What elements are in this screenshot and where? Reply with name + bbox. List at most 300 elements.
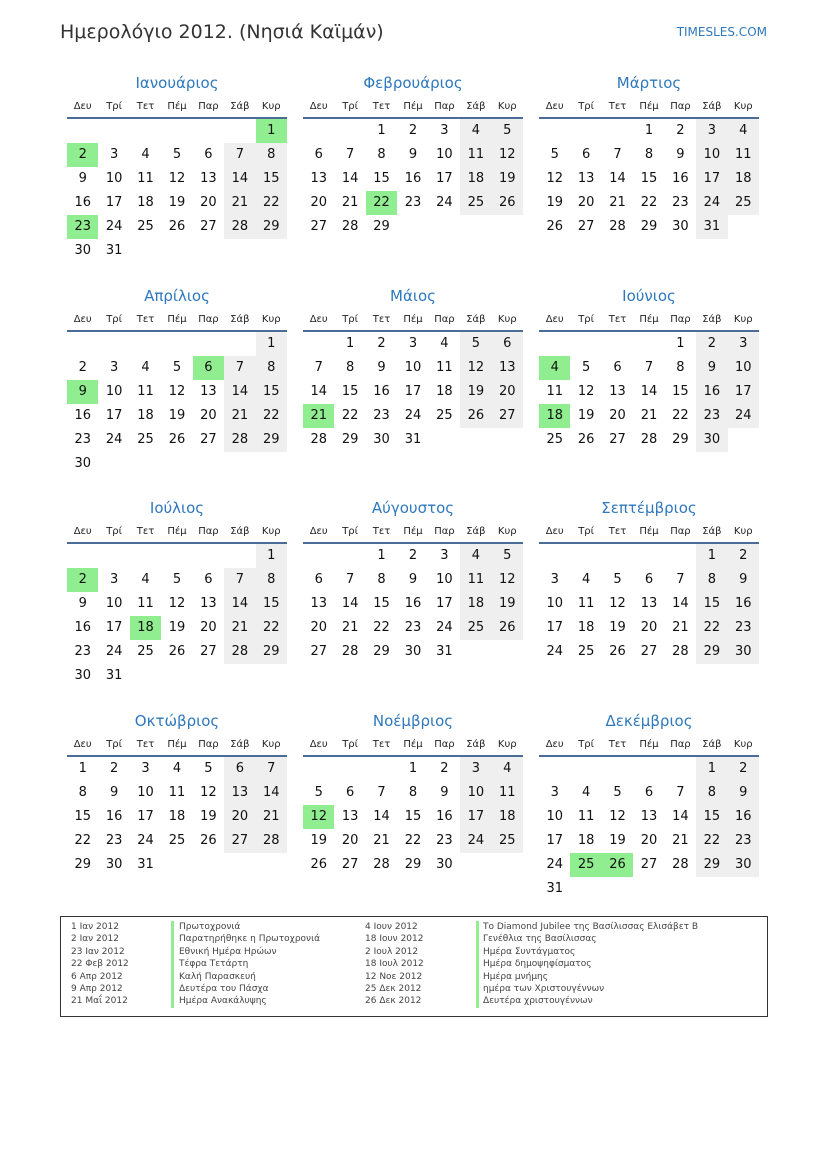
day-cell: 11 xyxy=(137,171,154,186)
weekend-day-cell: 26 xyxy=(492,616,523,640)
holiday-legend xyxy=(60,916,768,1017)
weekend-day-cell: 1 xyxy=(696,757,727,781)
holiday-day-cell: 4 xyxy=(539,356,570,380)
day-cell: 1 xyxy=(78,760,87,776)
weekend-day-cell: 18 xyxy=(728,167,759,191)
day-cell: 3 xyxy=(109,572,119,587)
day-cell: 30 xyxy=(74,668,91,683)
weekend-day-cell: 19 xyxy=(460,380,491,404)
day-cell: 11 xyxy=(577,596,595,611)
day-cell: 26 xyxy=(609,644,626,659)
day-cell: 19 xyxy=(310,832,327,848)
empty-cell xyxy=(366,757,397,781)
empty-cell xyxy=(460,215,491,239)
day-cell: 8 xyxy=(408,784,418,800)
day-cell: 9 xyxy=(109,784,119,800)
holiday-day-cell: 6 xyxy=(193,356,224,380)
day-cell: 7 xyxy=(676,784,685,800)
empty-cell xyxy=(728,877,759,901)
day-cell: 11 xyxy=(577,808,595,824)
weekday-label: Τρί xyxy=(106,738,123,750)
day-cell: 10 xyxy=(105,171,123,186)
weekend-day-cell: 9 xyxy=(696,356,727,380)
empty-cell xyxy=(98,544,129,568)
day-cell: 13 xyxy=(200,171,217,186)
weekday-label: Δευ xyxy=(73,526,92,537)
weekday-label: Τρί xyxy=(578,101,595,112)
month-title: Ιούλιος xyxy=(149,499,205,517)
day-cell: 3 xyxy=(109,359,119,375)
empty-cell xyxy=(570,877,601,901)
empty-cell xyxy=(633,544,664,568)
day-cell: 17 xyxy=(105,195,123,210)
day-cell: 18 xyxy=(577,832,595,848)
legend-marker xyxy=(171,971,174,983)
month-title: Μάιος xyxy=(390,286,436,305)
weekday-header xyxy=(303,308,523,330)
day-cell: 24 xyxy=(105,431,123,447)
day-cell: 24 xyxy=(436,620,453,635)
day-cell: 26 xyxy=(168,219,186,234)
day-cell: 25 xyxy=(137,431,154,447)
weekday-header xyxy=(539,520,759,542)
day-cell: 15 xyxy=(341,383,359,399)
day-cell: 25 xyxy=(168,832,186,848)
empty-cell xyxy=(334,544,365,568)
site-link[interactable]: TIMESLES.COM xyxy=(676,25,767,39)
weekday-label: Παρ xyxy=(670,738,691,750)
weekend-day-cell: 10 xyxy=(696,143,727,167)
holiday-day-cell: 22 xyxy=(366,191,397,215)
day-cell: 31 xyxy=(436,644,453,659)
day-cell: 5 xyxy=(172,147,182,162)
day-cell: 9 xyxy=(408,572,418,587)
weekday-label: Παρ xyxy=(198,313,219,325)
day-cell: 26 xyxy=(200,832,217,848)
day-cell: 15 xyxy=(640,171,658,186)
day-cell: 16 xyxy=(74,620,91,635)
day-cell: 10 xyxy=(546,808,563,824)
day-cell: 14 xyxy=(672,808,689,824)
day-cell: 26 xyxy=(168,644,186,659)
day-grid xyxy=(67,544,287,688)
weekday-label: Τρί xyxy=(342,101,359,112)
weekday-label: Κυρ xyxy=(497,101,517,112)
weekend-day-cell: 20 xyxy=(492,380,523,404)
weekend-day-cell: 5 xyxy=(492,544,523,568)
legend-marker xyxy=(476,946,479,958)
weekday-label: Κυρ xyxy=(261,526,281,537)
weekend-day-cell: 29 xyxy=(696,853,727,877)
day-cell: 11 xyxy=(436,359,453,375)
empty-cell xyxy=(193,332,224,356)
empty-cell xyxy=(67,544,98,568)
day-cell: 14 xyxy=(310,383,327,399)
day-cell: 23 xyxy=(404,620,422,635)
empty-cell xyxy=(460,640,491,664)
empty-cell xyxy=(98,119,129,143)
weekday-header xyxy=(67,733,287,755)
weekday-label: Τετ xyxy=(136,526,155,537)
weekend-day-cell: 8 xyxy=(256,356,287,380)
empty-cell xyxy=(570,757,601,781)
day-grid xyxy=(539,119,759,239)
weekday-label: Πέμ xyxy=(167,313,187,325)
day-cell: 20 xyxy=(310,195,327,210)
holiday-day-cell: 25 xyxy=(570,853,601,877)
day-cell: 16 xyxy=(74,195,91,210)
weekday-label: Τετ xyxy=(372,101,391,112)
weekday-label: Παρ xyxy=(670,526,691,537)
day-cell: 21 xyxy=(609,195,626,210)
day-cell: 8 xyxy=(676,359,685,375)
day-cell: 22 xyxy=(672,407,689,423)
weekend-day-cell: 2 xyxy=(728,757,759,781)
empty-cell xyxy=(334,119,365,143)
day-cell: 16 xyxy=(404,171,422,186)
day-cell: 16 xyxy=(672,171,689,186)
weekend-day-cell: 4 xyxy=(460,119,491,143)
day-cell: 23 xyxy=(74,431,91,447)
day-cell: 10 xyxy=(105,383,123,399)
weekend-day-cell: 13 xyxy=(492,356,523,380)
weekend-day-cell: 28 xyxy=(224,215,255,239)
holiday-day-cell: 21 xyxy=(303,404,334,428)
day-cell: 12 xyxy=(168,383,186,399)
legend-date: 21 Μαΐ 2012 xyxy=(71,996,128,1007)
day-cell: 17 xyxy=(436,171,453,186)
day-grid xyxy=(303,544,523,664)
weekend-day-cell: 16 xyxy=(696,380,727,404)
holiday-day-cell: 2 xyxy=(67,143,98,167)
legend-marker xyxy=(476,983,479,995)
weekday-label: Τρί xyxy=(342,526,359,537)
day-cell: 6 xyxy=(644,572,654,587)
weekday-label: Τετ xyxy=(136,101,155,112)
legend-name: Γενέθλια της Βασίλισσας xyxy=(483,934,597,945)
weekday-label: Τρί xyxy=(578,526,595,537)
day-cell: 19 xyxy=(168,407,186,423)
month-2 xyxy=(303,71,523,284)
legend-marker xyxy=(171,983,174,995)
holiday-day-cell: 12 xyxy=(303,805,334,829)
day-cell: 20 xyxy=(200,195,217,210)
weekday-header xyxy=(303,95,523,117)
legend-marker xyxy=(476,971,479,983)
weekday-label: Τετ xyxy=(136,313,155,325)
empty-cell xyxy=(193,544,224,568)
day-cell: 2 xyxy=(408,123,418,138)
weekday-label: Κυρ xyxy=(497,738,517,750)
day-cell: 13 xyxy=(640,596,658,611)
day-cell: 7 xyxy=(377,784,386,800)
day-cell: 7 xyxy=(613,147,622,162)
day-cell: 20 xyxy=(640,620,658,635)
day-cell: 4 xyxy=(172,760,182,776)
weekday-label: Κυρ xyxy=(733,313,753,325)
day-cell: 23 xyxy=(436,832,453,848)
day-grid xyxy=(67,332,287,476)
day-cell: 9 xyxy=(78,596,87,611)
empty-cell xyxy=(130,544,161,568)
empty-cell xyxy=(492,640,523,664)
day-cell: 8 xyxy=(78,784,87,800)
day-cell: 23 xyxy=(74,644,91,659)
legend-date: 22 Φεβ 2012 xyxy=(71,959,129,970)
day-cell: 8 xyxy=(644,147,654,162)
weekday-label: Τρί xyxy=(106,313,123,325)
day-cell: 27 xyxy=(341,856,359,872)
day-cell: 8 xyxy=(377,572,386,587)
day-cell: 5 xyxy=(613,784,622,800)
day-cell: 22 xyxy=(404,832,422,848)
holiday-day-cell: 2 xyxy=(67,568,98,592)
weekend-day-cell: 1 xyxy=(256,332,287,356)
weekday-header xyxy=(303,733,523,755)
weekday-label: Τρί xyxy=(106,526,123,537)
empty-cell xyxy=(492,853,523,877)
day-cell: 15 xyxy=(74,808,91,824)
month-6 xyxy=(539,284,759,497)
weekend-day-cell: 4 xyxy=(492,757,523,781)
weekend-day-cell: 6 xyxy=(224,757,255,781)
weekend-day-cell: 13 xyxy=(224,781,255,805)
weekday-label: Σάβ xyxy=(230,526,250,537)
day-cell: 26 xyxy=(310,856,327,872)
empty-cell xyxy=(224,544,255,568)
weekend-day-cell: 25 xyxy=(460,616,491,640)
weekday-label: Δευ xyxy=(73,313,92,325)
weekday-label: Κυρ xyxy=(733,526,753,537)
day-cell: 21 xyxy=(341,195,359,210)
day-cell: 4 xyxy=(141,572,150,587)
weekend-day-cell: 12 xyxy=(492,568,523,592)
empty-cell xyxy=(570,119,601,143)
weekday-label: Σάβ xyxy=(466,738,486,750)
empty-cell xyxy=(130,119,161,143)
empty-cell xyxy=(602,877,633,901)
holiday-day-cell: 9 xyxy=(67,380,98,404)
weekend-day-cell: 25 xyxy=(460,191,491,215)
weekday-header xyxy=(67,308,287,330)
weekday-label: Κυρ xyxy=(497,313,517,325)
empty-cell xyxy=(224,664,255,688)
day-cell: 29 xyxy=(373,644,390,659)
empty-cell xyxy=(303,332,334,356)
weekday-label: Παρ xyxy=(434,526,455,537)
month-3 xyxy=(539,71,759,284)
day-cell: 23 xyxy=(672,195,689,210)
empty-cell xyxy=(665,544,696,568)
day-cell: 16 xyxy=(373,383,390,399)
day-cell: 23 xyxy=(404,195,422,210)
day-cell: 3 xyxy=(109,147,119,162)
day-cell: 14 xyxy=(640,383,658,399)
empty-cell xyxy=(130,239,161,263)
weekend-day-cell: 14 xyxy=(224,167,255,191)
legend-name: Το Diamond Jubilee της Βασίλισσας Ελισάβετ Β xyxy=(483,922,699,932)
day-cell: 6 xyxy=(644,784,654,800)
day-cell: 13 xyxy=(200,383,217,399)
day-cell: 6 xyxy=(613,359,622,375)
weekday-label: Δευ xyxy=(309,738,328,750)
weekend-day-cell: 19 xyxy=(492,592,523,616)
day-cell: 2 xyxy=(109,760,119,776)
day-cell: 22 xyxy=(640,195,658,210)
day-cell: 17 xyxy=(436,596,453,611)
day-cell: 18 xyxy=(137,407,154,423)
day-grid xyxy=(303,757,523,877)
weekday-label: Δευ xyxy=(545,526,564,537)
day-cell: 5 xyxy=(204,760,213,776)
weekend-day-cell: 1 xyxy=(696,544,727,568)
legend-date: 1 Ιαν 2012 xyxy=(71,922,119,932)
day-cell: 17 xyxy=(404,383,422,399)
holiday-day-cell: 26 xyxy=(602,853,633,877)
weekday-header xyxy=(539,308,759,330)
day-cell: 22 xyxy=(373,620,390,635)
day-cell: 4 xyxy=(581,784,591,800)
day-cell: 16 xyxy=(105,808,123,824)
weekend-day-cell: 18 xyxy=(460,167,491,191)
holiday-day-cell: 23 xyxy=(67,215,98,239)
month-11 xyxy=(303,709,523,922)
weekend-day-cell: 28 xyxy=(224,640,255,664)
day-cell: 31 xyxy=(404,431,422,447)
day-cell: 31 xyxy=(546,880,563,896)
day-cell: 7 xyxy=(676,572,685,587)
legend-marker xyxy=(171,995,174,1007)
weekday-label: Κυρ xyxy=(261,313,281,325)
weekend-day-cell: 7 xyxy=(224,356,255,380)
weekday-label: Πέμ xyxy=(639,738,659,750)
weekday-label: Παρ xyxy=(670,101,691,112)
day-cell: 6 xyxy=(314,572,323,587)
weekend-day-cell: 2 xyxy=(696,332,727,356)
month-9 xyxy=(539,496,759,709)
day-grid xyxy=(67,119,287,263)
day-cell: 1 xyxy=(408,760,418,776)
weekend-day-cell: 31 xyxy=(696,215,727,239)
weekday-label: Σάβ xyxy=(230,313,250,325)
day-cell: 3 xyxy=(550,572,559,587)
day-cell: 7 xyxy=(345,572,355,587)
day-cell: 6 xyxy=(204,572,213,587)
weekend-day-cell: 8 xyxy=(256,568,287,592)
day-cell: 1 xyxy=(345,335,355,351)
month-title: Ιούνιος xyxy=(622,286,676,305)
weekend-day-cell: 21 xyxy=(224,404,255,428)
weekend-day-cell: 22 xyxy=(256,191,287,215)
weekend-day-cell: 12 xyxy=(492,143,523,167)
weekend-day-cell: 30 xyxy=(728,640,759,664)
weekday-label: Σάβ xyxy=(466,101,486,112)
day-cell: 13 xyxy=(310,596,327,611)
day-cell: 11 xyxy=(137,596,154,611)
weekend-day-cell: 14 xyxy=(256,781,287,805)
day-cell: 28 xyxy=(310,431,327,447)
day-cell: 30 xyxy=(436,856,453,872)
weekday-label: Τετ xyxy=(608,313,627,325)
weekend-day-cell: 29 xyxy=(256,428,287,452)
weekend-day-cell: 27 xyxy=(224,829,255,853)
day-cell: 9 xyxy=(440,784,449,800)
weekend-day-cell: 28 xyxy=(224,428,255,452)
day-cell: 17 xyxy=(546,620,563,635)
legend-marker xyxy=(476,995,479,1007)
day-cell: 13 xyxy=(310,171,327,186)
weekday-label: Πέμ xyxy=(403,101,423,112)
day-cell: 11 xyxy=(168,784,186,800)
weekday-header xyxy=(539,733,759,755)
day-cell: 3 xyxy=(550,784,559,800)
weekend-day-cell: 22 xyxy=(696,616,727,640)
month-12 xyxy=(539,709,759,922)
day-cell: 6 xyxy=(581,147,591,162)
weekend-day-cell: 3 xyxy=(728,332,759,356)
empty-cell xyxy=(570,332,601,356)
day-cell: 1 xyxy=(676,335,685,351)
legend-date: 23 Ιαν 2012 xyxy=(71,946,125,957)
empty-cell xyxy=(696,877,727,901)
day-cell: 27 xyxy=(200,219,217,234)
weekday-label: Τετ xyxy=(372,526,391,537)
empty-cell xyxy=(98,452,129,476)
weekend-day-cell: 4 xyxy=(728,119,759,143)
legend-name: Παρατηρήθηκε η Πρωτοχρονιά xyxy=(179,934,321,945)
legend-date: 2 Ιαν 2012 xyxy=(71,934,119,945)
weekday-label: Σάβ xyxy=(702,738,722,750)
day-cell: 30 xyxy=(74,455,91,471)
day-cell: 12 xyxy=(200,784,217,800)
legend-date: 9 Απρ 2012 xyxy=(71,983,123,994)
empty-cell xyxy=(539,544,570,568)
legend-name: Ημέρα μνήμης xyxy=(483,971,549,982)
day-cell: 11 xyxy=(137,383,154,399)
legend-name: Ημέρα Συντάγματος xyxy=(483,946,576,957)
day-cell: 7 xyxy=(644,359,654,375)
weekend-day-cell: 11 xyxy=(460,143,491,167)
day-cell: 19 xyxy=(577,407,595,423)
day-cell: 28 xyxy=(609,219,626,234)
empty-cell xyxy=(130,452,161,476)
empty-cell xyxy=(492,215,523,239)
day-cell: 26 xyxy=(546,219,563,234)
weekend-day-cell: 21 xyxy=(256,805,287,829)
day-cell: 18 xyxy=(168,808,186,824)
legend-date: 4 Ιουν 2012 xyxy=(365,922,418,932)
legend-date: 18 Ιουν 2012 xyxy=(365,934,424,945)
day-cell: 12 xyxy=(609,808,626,824)
day-cell: 12 xyxy=(168,596,186,611)
weekend-day-cell: 25 xyxy=(728,191,759,215)
empty-cell xyxy=(130,332,161,356)
empty-cell xyxy=(728,215,759,239)
day-cell: 10 xyxy=(404,359,422,375)
weekday-label: Δευ xyxy=(309,101,328,112)
weekday-label: Κυρ xyxy=(261,738,281,750)
day-cell: 17 xyxy=(105,407,123,423)
day-cell: 9 xyxy=(78,171,87,186)
weekday-label: Σάβ xyxy=(230,101,250,112)
weekday-label: Τρί xyxy=(106,101,123,112)
weekend-day-cell: 3 xyxy=(460,757,491,781)
legend-date: 12 Νοε 2012 xyxy=(365,971,423,982)
day-grid xyxy=(67,757,287,877)
weekday-label: Πέμ xyxy=(167,101,187,112)
weekend-day-cell: 23 xyxy=(728,829,759,853)
weekday-label: Τρί xyxy=(342,738,359,750)
